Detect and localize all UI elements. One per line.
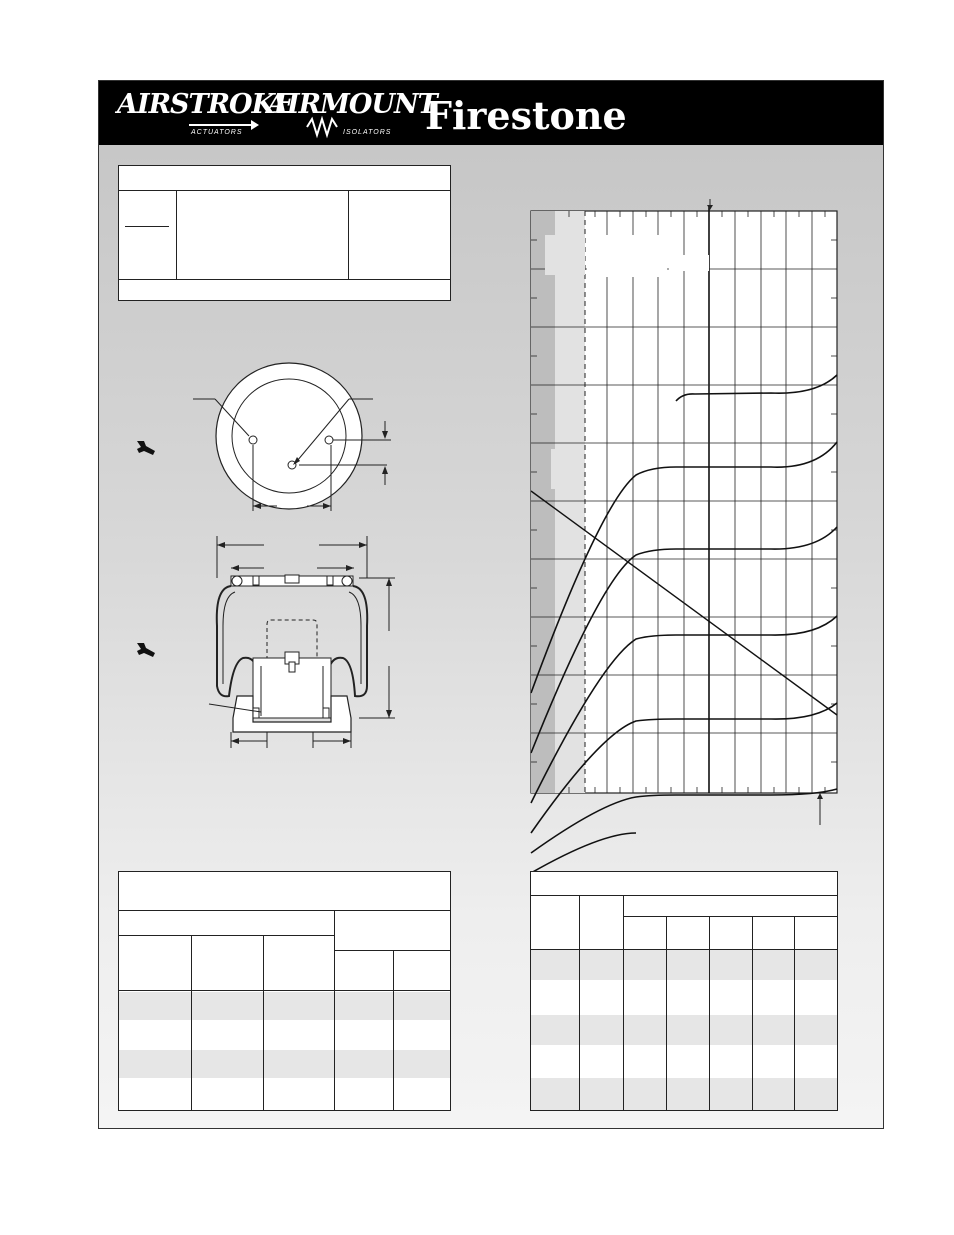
airstroke-logo: AIRSTROKE	[117, 89, 294, 120]
brand-banner	[99, 81, 883, 145]
bottom-right-table	[530, 871, 838, 1111]
datasheet-page	[98, 80, 884, 1129]
isolators-label: ISOLATORS	[343, 129, 392, 136]
wrench-icon	[133, 641, 159, 665]
wrench-icon	[133, 439, 159, 463]
airmount-zigzag	[307, 117, 337, 139]
top-view-drawing	[179, 361, 419, 541]
side-view-drawing	[209, 536, 409, 756]
spec-box	[118, 165, 451, 301]
airmount-logo: AIRMOUNT	[267, 89, 437, 120]
bottom-left-table	[118, 871, 451, 1111]
performance-graph	[531, 193, 851, 853]
actuators-label: ACTUATORS	[191, 129, 243, 136]
firestone-logo: Firestone	[425, 93, 627, 138]
